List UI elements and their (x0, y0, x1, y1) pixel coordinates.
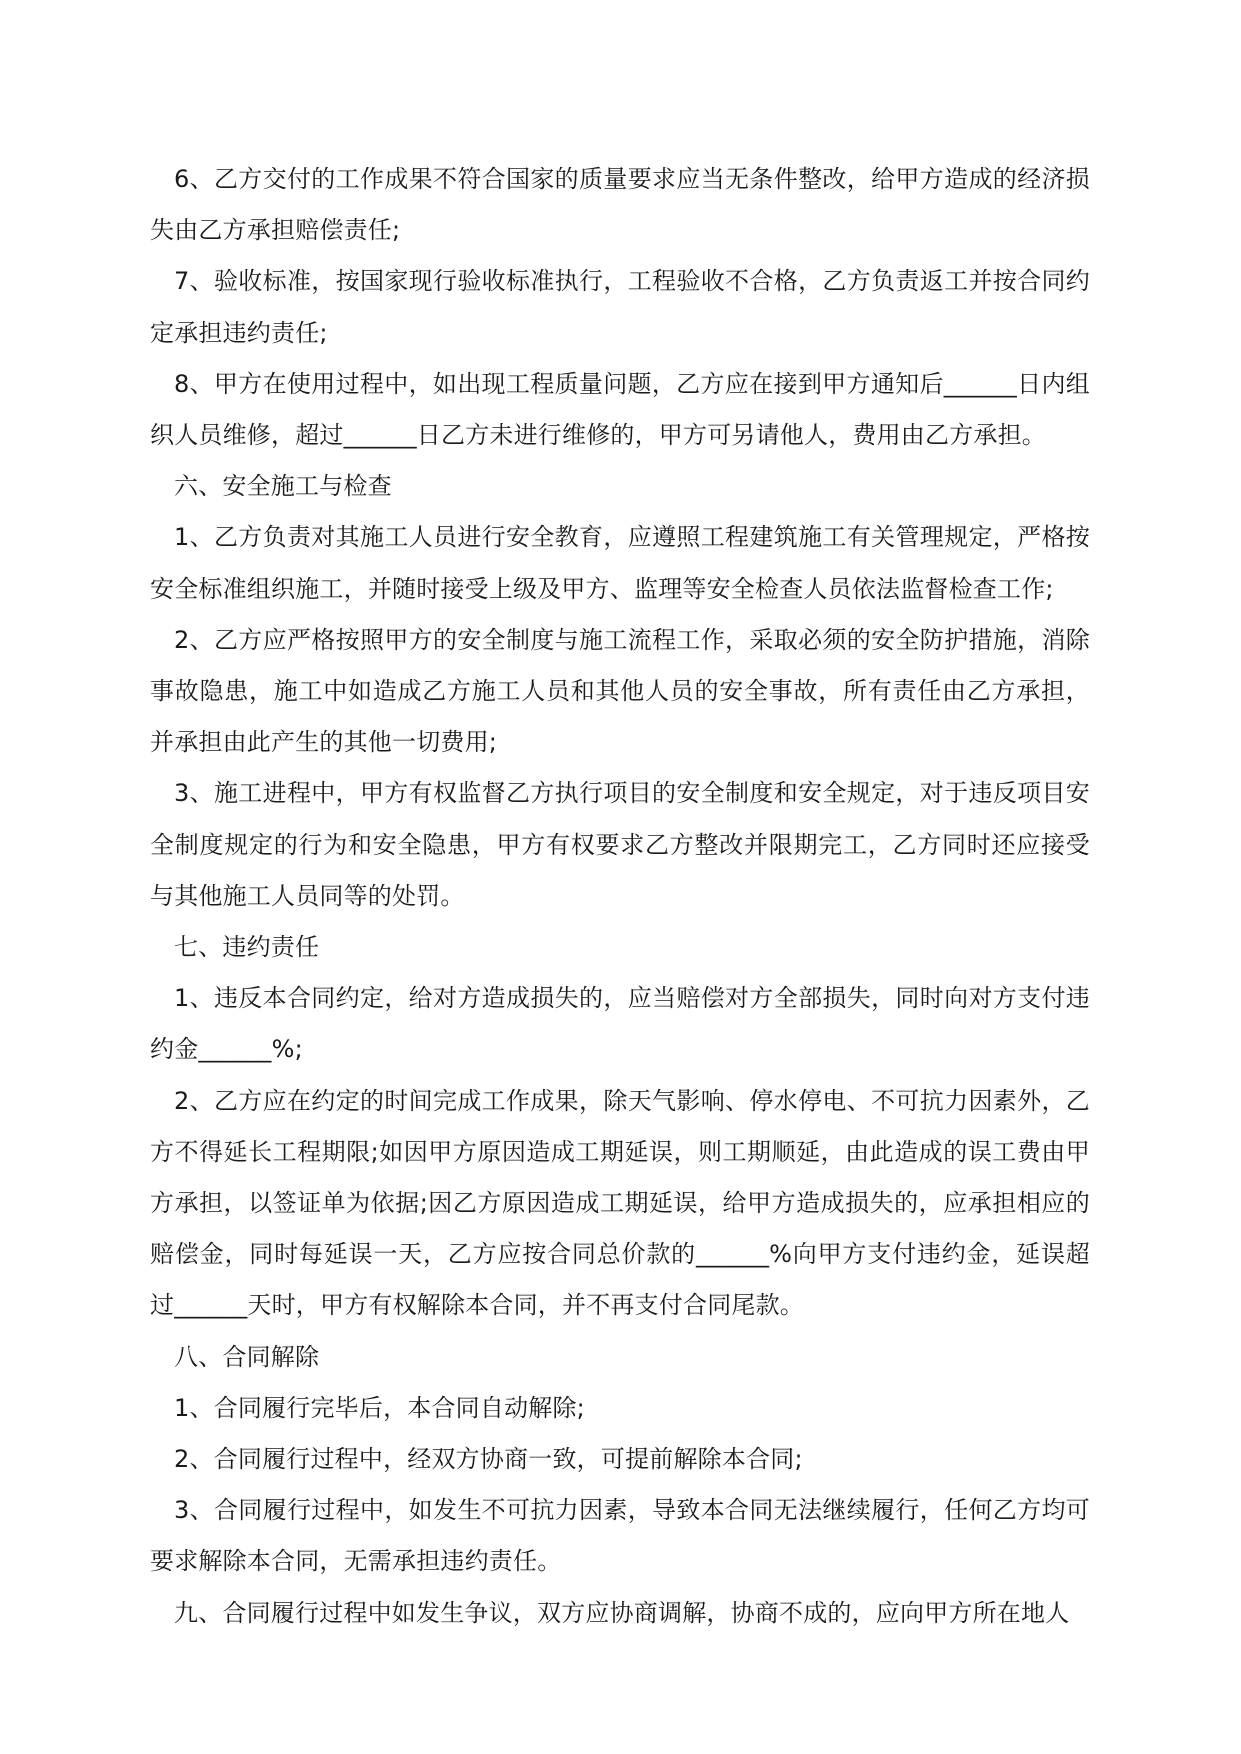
liability-clause-1: 1、违反本合同约定，给对方造成损失的，应当赔偿对方全部损失，同时向对方支付违约金______%; (150, 984, 1090, 1064)
clause-7-acceptance-standard: 7、验收标准，按国家现行验收标准执行，工程验收不合格，乙方负责返工并按合同约定承担违约责任; (150, 267, 1090, 347)
document-body (150, 154, 1090, 1639)
termination-clause-3: 3、合同履行过程中，如发生不可抗力因素，导致本合同无法继续履行，任何乙方均可要求解除本合同，无需承担违约责任。 (150, 1496, 1090, 1576)
safety-clause-1: 1、乙方负责对其施工人员进行安全教育，应遵照工程建筑施工有关管理规定，严格按安全标准组织施工，并随时接受上级及甲方、监理等安全检查人员依法监督检查工作; (150, 523, 1090, 603)
section-heading-termination: 八、合同解除 (174, 1342, 320, 1371)
clause-6-quality-rectification: 6、乙方交付的工作成果不符合国家的质量要求应当无条件整改，给甲方造成的经济损失由乙方承担赔偿责任; (150, 165, 1090, 245)
clause-8-maintenance: 8、甲方在使用过程中，如出现工程质量问题，乙方应在接到甲方通知后______日内组织人员维修，超过______日乙方未进行维修的，甲方可另请他人，费用由乙方承担。 (150, 369, 1090, 450)
termination-clause-2: 2、合同履行过程中，经双方协商一致，可提前解除本合同; (174, 1445, 803, 1474)
liability-clause-2: 2、乙方应在约定的时间完成工作成果，除天气影响、停水停电、不可抗力因素外，乙方不得延长工程期限;如因甲方原因造成工期延误，则工期顺延，由此造成的误工费由甲方承担，以签证单为依据;因乙方原因造成工期延误，给甲方造成损失的，应承担相应的赔偿金，同时每延误一天，乙方应按合同总价款的______%向甲方支付违约金，延误超过______天时，甲方有权解除本合同，并不再支付合同尾款。 (150, 1086, 1090, 1320)
safety-clause-3: 3、施工进程中，甲方有权监督乙方执行项目的安全制度和安全规定，对于违反项目安全制度规定的行为和安全隐患，甲方有权要求乙方整改并限期完工，乙方同时还应接受与其他施工人员同等的处罚。 (150, 779, 1090, 910)
section-heading-disputes: 九、合同履行过程中如发生争议，双方应协商调解，协商不成的，应向甲方所在地人 (174, 1598, 1070, 1627)
section-heading-safety: 六、安全施工与检查 (174, 472, 392, 501)
safety-clause-2: 2、乙方应严格按照甲方的安全制度与施工流程工作，采取必须的安全防护措施，消除事故隐患，施工中如造成乙方施工人员和其他人员的安全事故，所有责任由乙方承担，并承担由此产生的其他一切费用; (150, 625, 1090, 757)
section-heading-liability: 七、违约责任 (174, 933, 320, 962)
termination-clause-1: 1、合同履行完毕后，本合同自动解除; (174, 1393, 585, 1422)
